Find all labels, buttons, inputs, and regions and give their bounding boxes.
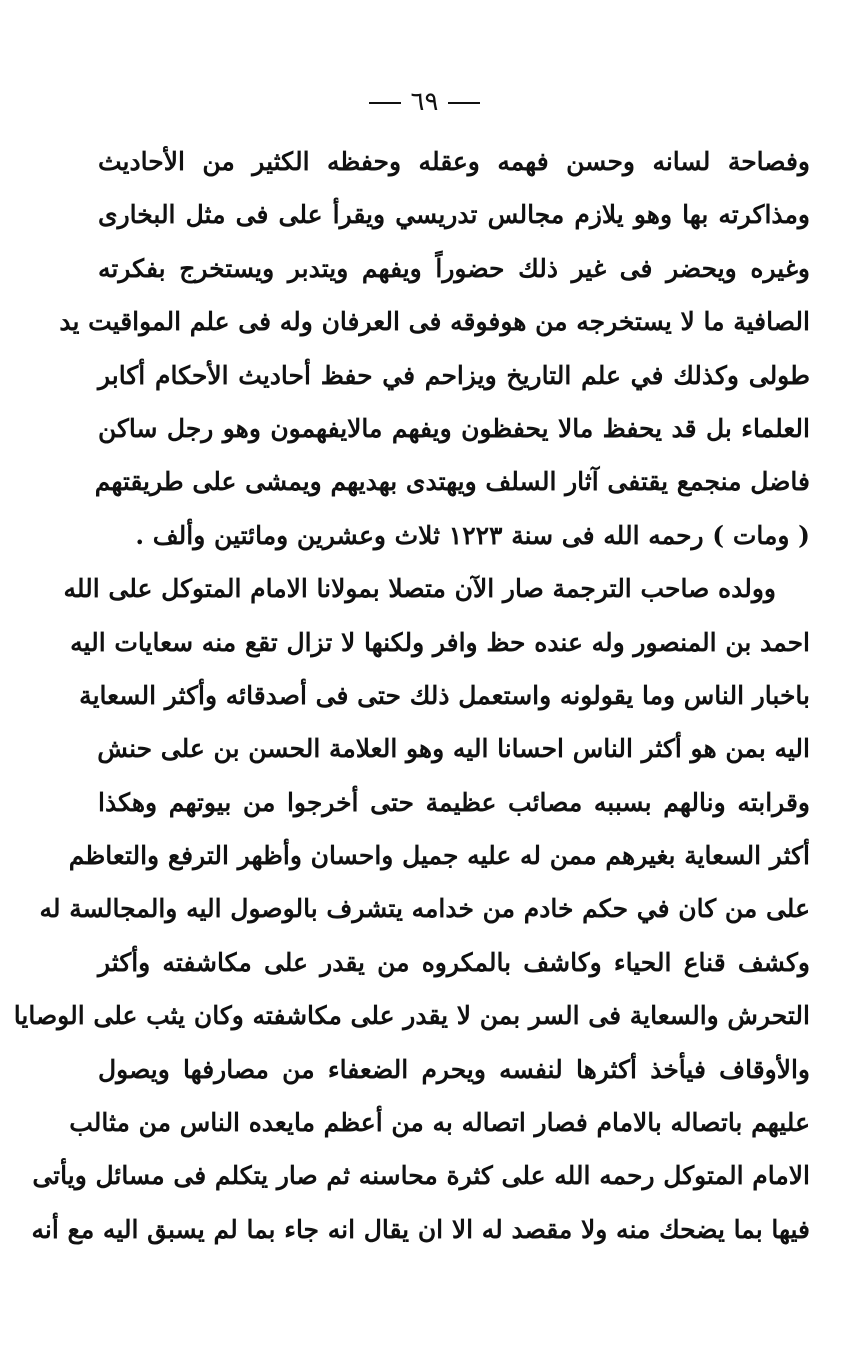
text-line: طولى وكذلك في علم التاريخ ويزاحم في حفظ أحاديث الأحكام أكابر <box>98 360 810 390</box>
body-text <box>13 135 811 1256</box>
text-line: التحرش والسعاية فى السر بمن لا يقدر على مكاشفته وكان يثب على الوصايا <box>13 1001 810 1031</box>
paragraph-1 <box>59 135 811 562</box>
page-number: ٦٩ <box>410 87 439 117</box>
text-line: ( ومات ) رحمه الله فى سنة ١٢٢٣ ثلاث وعشرين ومائتين وألف . <box>135 520 810 550</box>
text-line: وفصاحة لسانه وحسن فهمه وعقله وحفظه الكثير من الأحاديث <box>98 147 810 176</box>
paragraph-2 <box>13 562 810 1256</box>
text-line: ومذاكرته بها وهو يلازم مجالس تدريسي ويقرأ على فى مثل البخارى <box>98 200 810 230</box>
text-line: الصافية ما لا يستخرجه من هوفوقه فى العرفان وله فى علم المواقيت يد <box>59 307 810 337</box>
header-dash-left <box>369 102 401 104</box>
text-line: العلماء بل قد يحفظ مالا يحفظون ويفهم مالايفهمون وهو رجل ساكن <box>98 413 811 443</box>
text-line: وقرابته ونالهم بسببه مصائب عظيمة حتى أخرجوا من بيوتهم وهكذا <box>98 787 810 817</box>
text-line: وكشف قناع الحياء وكاشف بالمكروه من يقدر على مكاشفته وأكثر <box>98 947 810 977</box>
header-dash-right <box>448 102 480 104</box>
text-line: وغيره ويحضر فى غير ذلك حضوراً ويفهم ويتدبر ويستخرج بفكرته <box>98 253 810 283</box>
text-line: باخبار الناس وما يقولونه واستعمل ذلك حتى فى أصدقائه وأكثر السعاية <box>79 680 810 710</box>
page-number-header <box>0 86 849 118</box>
text-line: فاضل منجمع يقتفى آثار السلف ويهتدى بهديهم ويمشى على طريقتهم <box>94 467 810 497</box>
text-line: والأوقاف فيأخذ أكثرها لنفسه ويحرم الضعفاء من مصارفها ويصول <box>98 1054 810 1084</box>
text-line: على من كان في حكم خادم من خدامه يتشرف بالوصول اليه والمجالسة له <box>39 894 810 924</box>
text-line: عليهم باتصاله بالامام فصار اتصاله به من أعظم مايعده الناس من مثالب <box>69 1108 810 1138</box>
text-line: الامام المتوكل رحمه الله على كثرة محاسنه ثم صار يتكلم فى مسائل ويأتى <box>32 1161 810 1191</box>
text-line: اليه بمن هو أكثر الناس احسانا اليه وهو العلامة الحسن بن على حنش <box>97 734 810 764</box>
text-line: فيها بما يضحك منه ولا مقصد له الا ان يقال انه جاء بما لم يسبق اليه مع أنه <box>31 1214 810 1244</box>
text-line: احمد بن المنصور وله عنده حظ وافر ولكنها لا تزال تقع منه سعايات اليه <box>70 627 810 657</box>
text-line: أكثر السعاية بغيرهم ممن له عليه جميل واحسان وأظهر الترفع والتعاظم <box>68 841 810 871</box>
text-line: وولده صاحب الترجمة صار الآن متصلا بمولانا الامام المتوكل على الله <box>63 574 776 604</box>
